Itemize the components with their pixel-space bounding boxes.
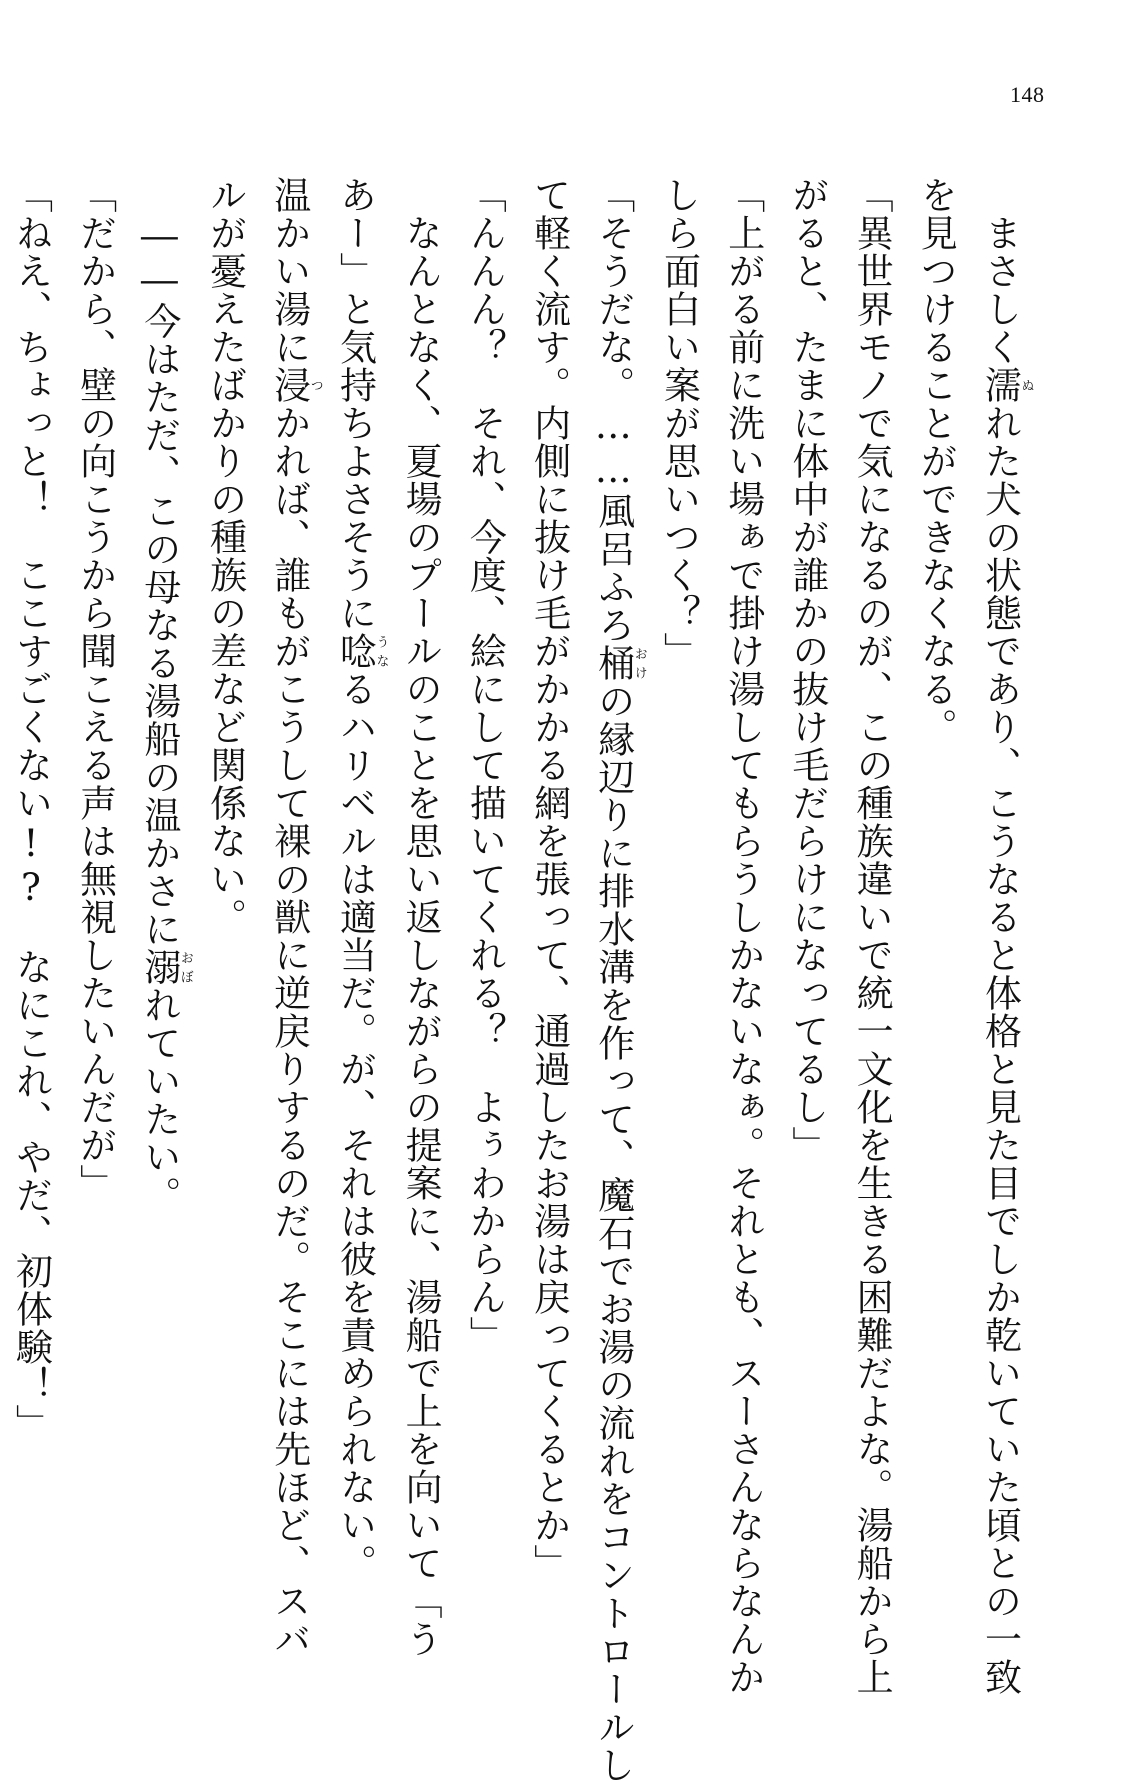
text-line: なんとなく、夏場のプールのことを思い返しながらの提案に、湯船で上を向いて「う — [399, 176, 443, 1658]
text-line: しら面白い案が思いつく？」 — [657, 176, 701, 670]
text-line: まさしく濡ぬれた犬の状態であり、こうなると体格と見た目でしか乾いていた頃との一致 — [978, 176, 1034, 1696]
ruby-tsu: 浸つ — [267, 366, 323, 404]
vertical-text-body — [0, 176, 1034, 1784]
text-line: 「上がる前に洗い場ぁで掛け湯してもらうしかないなぁ。それとも、スーさんならなんか — [721, 176, 765, 1696]
text-line: 「だから、壁の向こうから聞こえる声は無視したいんだが」 — [73, 176, 117, 1202]
text-line: 「ねえ、ちょっと！ ここすごくない!? なにこれ、やだ、初体験！」 — [9, 176, 53, 1442]
ruby-nu: 濡ぬ — [978, 366, 1034, 404]
text-line: 温かい湯に浸つかれば、誰もがこうして裸の獣に逆戻りするのだ。そこには先ほど、スバ — [267, 176, 323, 1658]
ruby-oke: 桶おけ — [591, 644, 647, 682]
text-line: ルが憂えたばかりの種族の差など関係ない。 — [203, 176, 247, 936]
ruby-una: 唸うな — [333, 632, 389, 670]
text-line: て軽く流す。内側に抜け毛がかかる網を張って、通過したお湯は戻ってくるとか」 — [527, 176, 571, 1582]
text-line: あー」と気持ちよさそうに唸うなるハリベルは適当だ。が、それは彼を責められない。 — [333, 176, 389, 1582]
text-line: 「んんん？ それ、今度、絵にして描いてくれる？ よぅわからん」 — [463, 176, 507, 1354]
text-line: ――今はただ、この母なる湯船の温かさに溺おぼれていたい。 — [137, 176, 193, 1214]
ruby-obo: 溺おぼ — [137, 948, 193, 986]
text-line: を見つけることができなくなる。 — [914, 176, 958, 746]
page-number: 148 — [1010, 82, 1045, 107]
text-line: がると、たまに体中が誰かの抜け毛だらけになってるし」 — [785, 176, 829, 1164]
text-line: 「異世界モノで気になるのが、この種族違いで統一文化を生きる困難だよな。湯船から上 — [850, 176, 894, 1696]
text-line: 「そうだな。……風呂ふろ桶おけの縁辺りに排水溝を作って、魔石でお湯の流れをコントロールし — [591, 176, 647, 1784]
